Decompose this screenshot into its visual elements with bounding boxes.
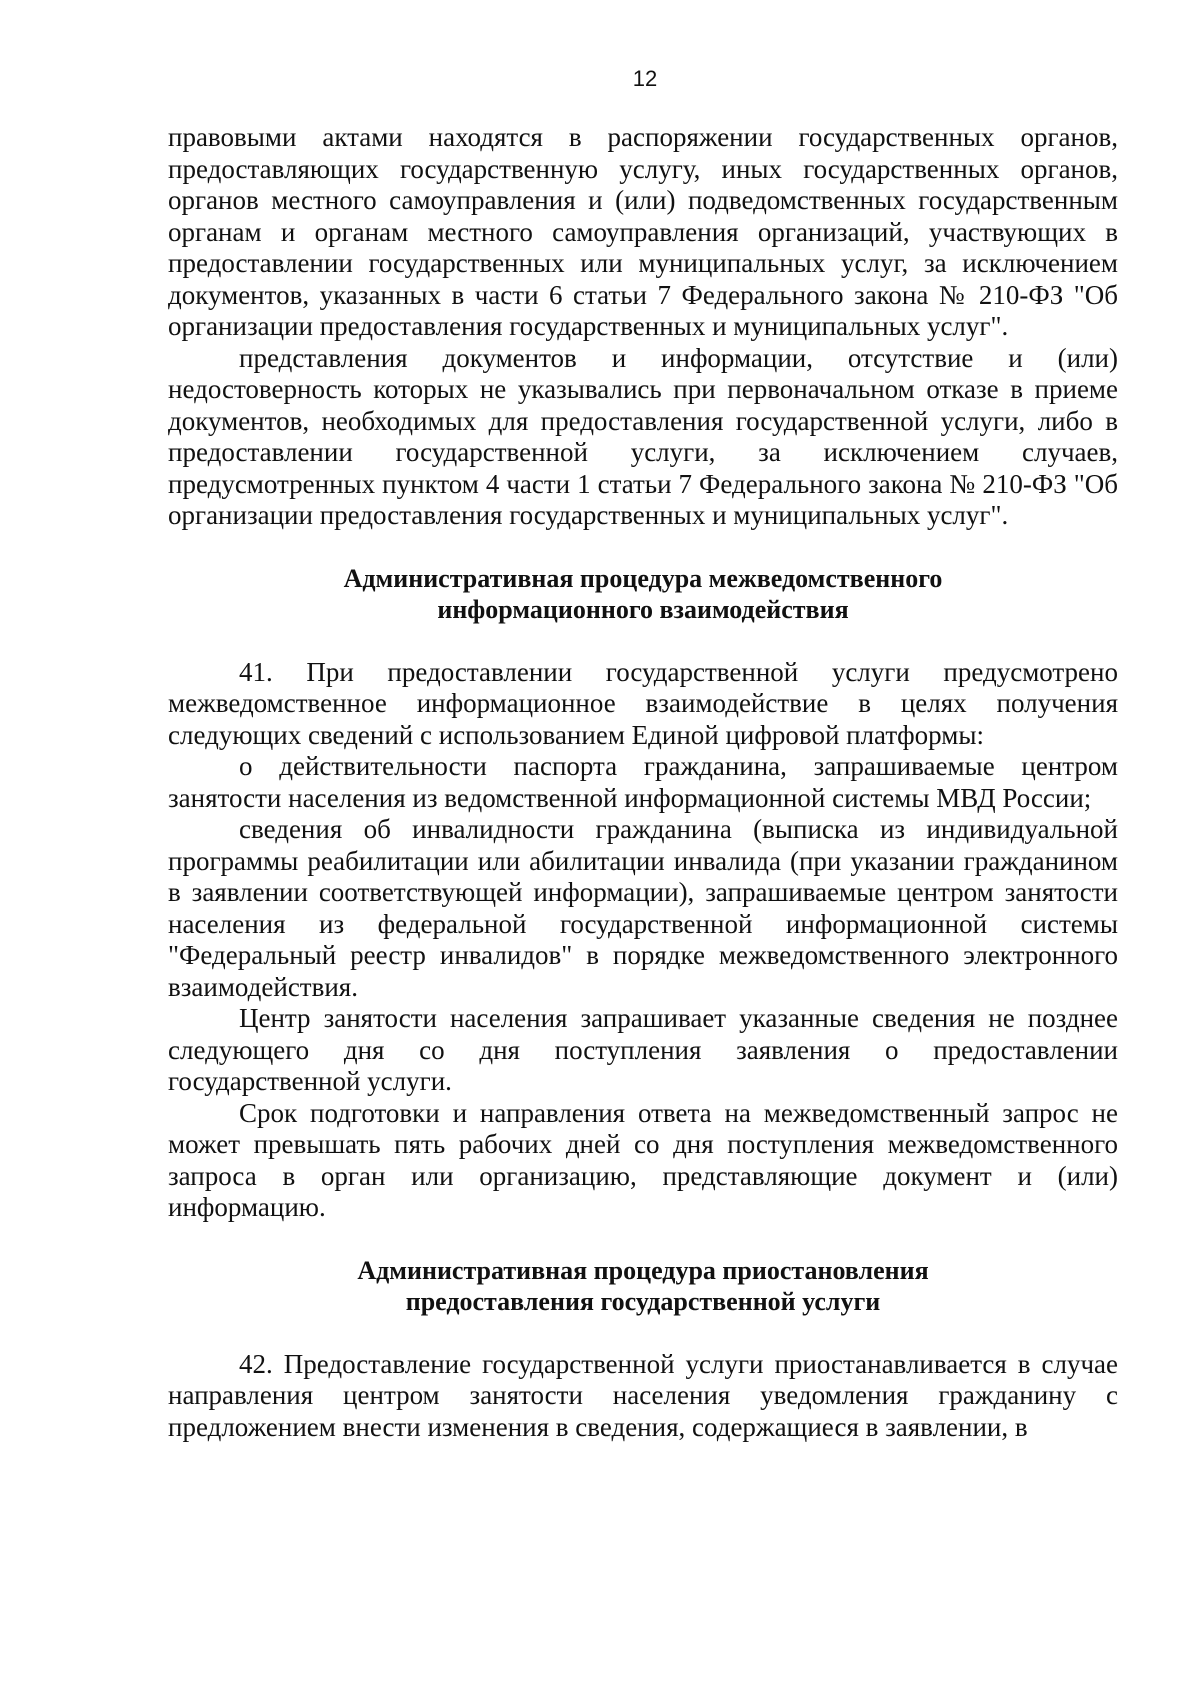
paragraph-item-41: 41. При предоставлении государственной услуги предусмотрено межведомственное информационное взаимодействие в целях получения следующих сведений с использованием Единой цифровой платформы: [168,656,1118,750]
paragraph: Центр занятости населения запрашивает указанные сведения не позднее следующего дня со дня поступления заявления о предоставлении государственной услуги. [168,1003,1118,1096]
paragraph: сведения об инвалидности гражданина (выписка из индивидуальной программы реабилитации или абилитации инвалида (при указании гражданином в заявлении соответствующей информации), запрашиваемые центром занятости населения из федеральной государственной информационной системы "Федеральный реестр инвалидов" в порядке межведомственного электронного взаимодействия. [168,814,1118,1002]
section-heading-suspension [168,1255,1118,1317]
paragraph: представления документов и информации, отсутствие и (или) недостоверность которых не указывались при первоначальном отказе в приеме документов, необходимых для предоставления государственной услуги, либо в предоставлении государственной услуги, за исключением случаев, предусмотренных пунктом 4 части 1 статьи 7 Федерального закона № 210-ФЗ "Об организации предоставления государственных и муниципальных услуг". [168,342,1118,530]
section-heading-interagency [168,563,1118,625]
heading-line: предоставления государственной услуги [405,1286,881,1316]
paragraph-item-42: 42. Предоставление государственной услуги приостанавливается в случае направления центром занятости населения уведомления гражданину с предложением внести изменения в сведения, содержащиеся в заявлении, в [168,1348,1118,1442]
heading-line: Административная процедура межведомственного [343,563,943,593]
paragraph-continuation: правовыми актами находятся в распоряжении государственных органов, предоставляющих государственную услугу, иных государственных органов, органов местного самоуправления и (или) подведомственных государственным органам и органам местного самоуправления организаций, участвующих в предоставлении государственных или муниципальных услуг, за исключением документов, указанных в части 6 статьи 7 Федерального закона № 210-ФЗ "Об организации предоставления государственных и муниципальных услуг". [168,122,1118,341]
paragraph: Срок подготовки и направления ответа на межведомственный запрос не может превышать пять рабочих дней со дня поступления межведомственного запроса в орган или организацию, представляющие документ и (или) информацию. [168,1097,1118,1222]
page-number: 12 [632,66,658,91]
heading-line: Административная процедура приостановления [357,1255,929,1285]
document-body [168,122,1118,1443]
heading-line: информационного взаимодействия [437,594,849,624]
paragraph: о действительности паспорта гражданина, запрашиваемые центром занятости населения из ведомственной информационной системы МВД России; [168,751,1118,813]
